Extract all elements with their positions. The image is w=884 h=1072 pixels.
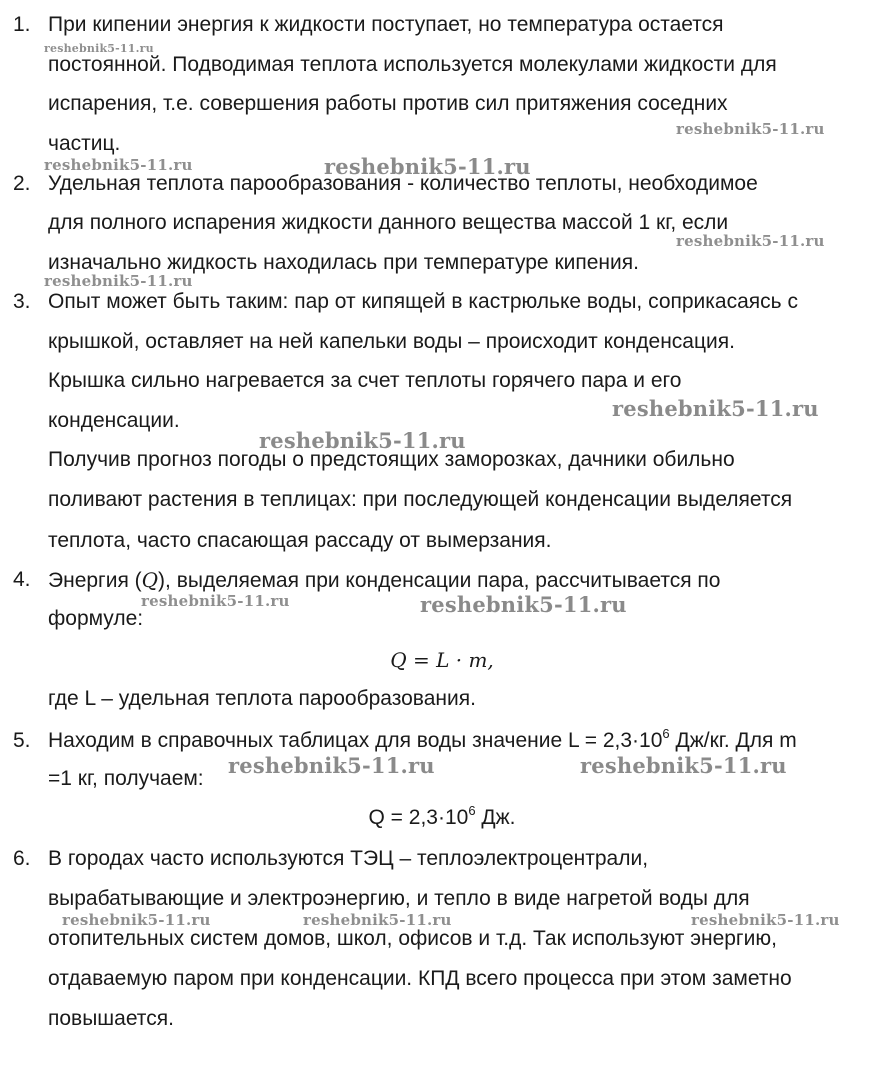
item4-line1: Энергия (Q), выделяемая при конденсации пара, рассчитывается по [48, 568, 721, 592]
watermark: reshebnik5-11.ru [420, 592, 627, 617]
item2-line1: Удельная теплота парообразования - количество теплоты, необходимое [48, 172, 758, 195]
item3-line7: теплота, часто спасающая рассаду от вымерзания. [48, 529, 552, 552]
item3-line1: Опыт может быть таким: пар от кипящей в кастрюльке воды, соприкасаясь с [48, 290, 798, 313]
formula: Q = L · m, [390, 648, 494, 672]
watermark: reshebnik5-11.ru [612, 396, 819, 421]
item4-line3: где L – удельная теплота парообразования. [48, 687, 476, 710]
item6-line5: повышается. [48, 1007, 174, 1030]
item2-line2: для полного испарения жидкости данного вещества массой 1 кг, если [48, 211, 729, 234]
item2-line3: изначально жидкость находилась при температуре кипения. [48, 251, 639, 274]
watermark: reshebnik5-11.ru [691, 911, 840, 929]
item6-line3: отопительных систем домов, школ, офисов и т.д. Так используют энергию, [48, 927, 777, 950]
item3-line5: Получив прогноз погоды о предстоящих заморозках, дачники обильно [48, 448, 735, 471]
watermark: reshebnik5-11.ru [676, 232, 825, 250]
item1-line2: постоянной. Подводимая теплота используется молекулами жидкости для [48, 53, 777, 76]
watermark: reshebnik5-11.ru [44, 156, 193, 174]
item5-line1: Находим в справочных таблицах для воды значение $L = 2,3\cdot 10^6$ Дж/кг. Для m [48, 726, 797, 752]
item5-line2: =1 кг, получаем: [48, 767, 204, 790]
item1-line1: При кипении энергия к жидкости поступает, но температура остается [48, 13, 724, 36]
watermark: reshebnik5-11.ru [44, 272, 193, 290]
result: $Q = 2,3\cdot 10^6$ Дж. [368, 803, 516, 829]
item-number: 1. [13, 13, 31, 36]
energy-symbol: Q [141, 568, 159, 592]
item-number: 4. [13, 568, 31, 591]
item3-line2: крышкой, оставляет на ней капельки воды – происходит конденсация. [48, 330, 735, 353]
item-number: 5. [13, 729, 31, 752]
watermark: reshebnik5-11.ru [324, 154, 531, 179]
watermark: reshebnik5-11.ru [580, 753, 787, 778]
watermark: reshebnik5-11.ru [44, 42, 154, 55]
item1-line3: испарения, т.е. совершения работы против сил притяжения соседних [48, 92, 728, 115]
item3-line3: Крышка сильно нагревается за счет теплоты горячего пара и его [48, 369, 682, 392]
watermark: reshebnik5-11.ru [676, 120, 825, 138]
item-number: 3. [13, 290, 31, 313]
watermark: reshebnik5-11.ru [228, 753, 435, 778]
item3-line4: конденсации. [48, 409, 180, 432]
watermark: reshebnik5-11.ru [62, 911, 211, 929]
item3-line6: поливают растения в теплицах: при последующей конденсации выделяется [48, 488, 793, 511]
item1-line4: частиц. [48, 132, 121, 155]
watermark: reshebnik5-11.ru [303, 911, 452, 929]
item6-line1: В городах часто используются ТЭЦ – теплоэлектроцентрали, [48, 847, 649, 870]
item-number: 2. [13, 172, 31, 195]
watermark: reshebnik5-11.ru [141, 592, 290, 610]
watermark: reshebnik5-11.ru [259, 428, 466, 453]
item6-line4: отдаваемую паром при конденсации. КПД всего процесса при этом заметно [48, 967, 792, 990]
item-number: 6. [13, 847, 31, 870]
item4-line2: формуле: [48, 607, 144, 630]
item6-line2: вырабатывающие и электроэнергию, и тепло в виде нагретой воды для [48, 887, 750, 910]
